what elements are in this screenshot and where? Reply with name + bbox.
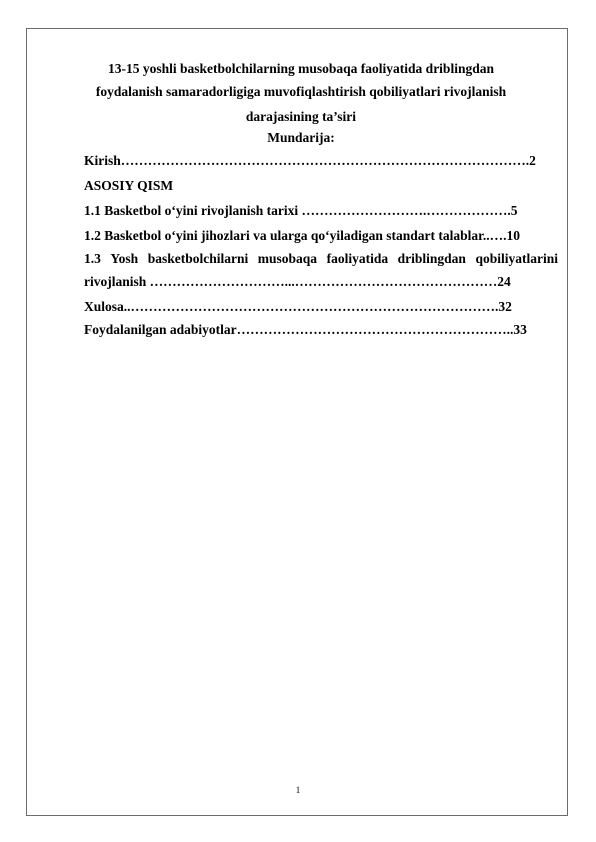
toc-item-xulosa: Xulosa..……………………………………………………………………….32 [84, 299, 512, 314]
toc-item-1-3-word: driblingdan [397, 251, 466, 266]
document-title-line-2: foydalanish samaradorligiga muvofiqlashtirish qobiliyatlari rivojlanish [95, 84, 507, 99]
toc-item-1-3 [84, 249, 558, 269]
toc-item-1-3-word: basketbolchilarni [147, 251, 249, 266]
page-number: 1 [295, 785, 301, 795]
toc-item-1-3-word: 1.3 [84, 251, 101, 266]
toc-item-1-2: 1.2 Basketbol o‘yini jihozlari va ularga qo‘yiladigan standart talablar..….10 [84, 228, 521, 243]
toc-item-adabiyotlar: Foydalanilgan adabiyotlar……………………………………………………..33 [84, 322, 527, 337]
toc-item-1-3-word: faoliyatida [326, 251, 389, 266]
toc-item-1-3-word: qobiliyatlarini [475, 251, 558, 266]
toc-item-1-3-word: musobaqa [257, 251, 318, 266]
toc-item-1-3-word: Yosh [110, 251, 139, 266]
toc-item-kirish: Kirish……………………………………………………………………………….2 [84, 153, 536, 168]
contents-heading: Mundarija: [267, 130, 335, 145]
document-title-line-3: darajasining ta’siri [245, 109, 357, 124]
toc-item-1-3-continued: rivojlanish …………………………...………………………………………24 [84, 274, 511, 289]
document-title-line-1: 13-15 yoshli basketbolchilarning musobaqa faoliyatida driblingdan [108, 61, 494, 76]
toc-item-asosiy-qism: ASOSIY QISM [84, 178, 174, 193]
toc-item-1-1: 1.1 Basketbol o‘yini rivojlanish tarixi ……………………….……………….5 [84, 203, 518, 218]
